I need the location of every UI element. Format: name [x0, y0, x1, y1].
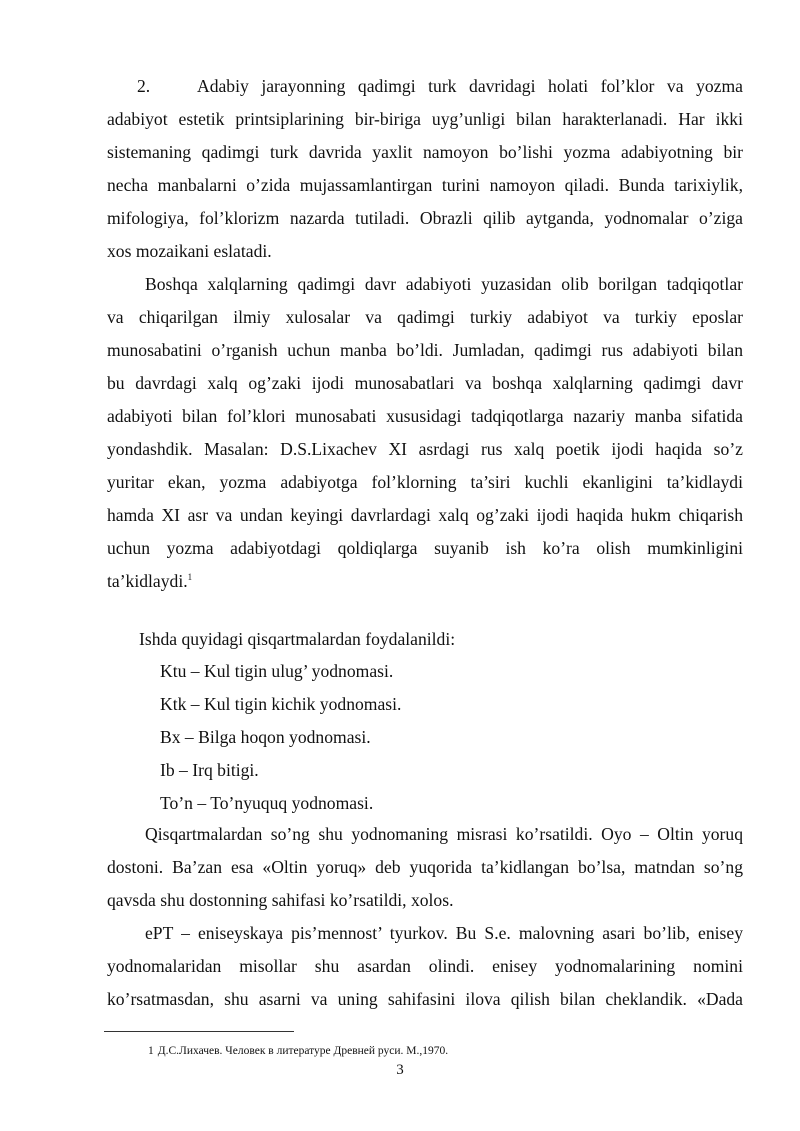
- abbreviation-item: Ktu – Kul tigin ulug’ yodnomasi.: [160, 661, 394, 681]
- footnote-text: Д.С.Лихачев. Человек в литературе Древней руси. М.,1970.: [157, 1045, 449, 1057]
- text-line: yondashdik. Masalan: D.S.Lixachev XI asrdagi rus xalq poetik ijodi haqida so’z: [107, 439, 743, 459]
- text-line: va chiqarilgan ilmiy xulosalar va qadimgi turkiy adabiyot va turkiy eposlar: [107, 307, 743, 327]
- abbreviation-item: To’n – To’nyuquq yodnomasi.: [160, 793, 374, 813]
- abbreviation-item: Ktk – Kul tigin kichik yodnomasi.: [160, 694, 402, 714]
- text-fragment: ta’kidlaydi.: [107, 571, 188, 591]
- text-line: uchun yozma adabiyotdagi qoldiqlarga suyanib ish ko’ra olish mumkinligini: [107, 538, 743, 558]
- abbreviation-item: Bx – Bilga hoqon yodnomasi.: [160, 727, 371, 747]
- text-line: ePT – eniseyskaya pis’mennost’ tyurkov. Bu S.e. malovning asari bo’lib, enisey: [145, 923, 743, 943]
- footnote-separator: [104, 1031, 294, 1032]
- text-line: [107, 571, 192, 591]
- text-line: xos mozaikani eslatadi.: [107, 241, 272, 261]
- abbreviation-item: Ib – Irq bitigi.: [160, 760, 259, 780]
- text-line: yuritar ekan, yozma adabiyotga fol’klorning ta’siri kuchli ekanligini ta’kidlaydi: [107, 472, 743, 492]
- footnote-number: 1: [148, 1045, 154, 1057]
- text-line: hamda XI asr va undan keyingi davrlardagi xalq og’zaki ijodi haqida hukm chiqarish: [107, 505, 743, 525]
- text-line: adabiyoti bilan fol’klori munosabati xususidagi tadqiqotlarga nazariy manba sifatida: [107, 406, 743, 426]
- footnote: [148, 1044, 448, 1058]
- text-line: sistemaning qadimgi turk davrida yaxlit namoyon bo’lishi yozma adabiyotning bir: [107, 142, 743, 162]
- page-number: 3: [396, 1062, 404, 1078]
- text-line: qavsda shu dostonning sahifasi ko’rsatildi, xolos.: [107, 890, 454, 910]
- text-line: Boshqa xalqlarning qadimgi davr adabiyoti yuzasidan olib borilgan tadqiqotlar: [145, 274, 743, 294]
- text-line: mifologiya, fol’klorizm nazarda tutiladi. Obrazli qilib aytganda, yodnomalar o’ziga: [107, 208, 743, 228]
- text-line: Qisqartmalardan so’ng shu yodnomaning misrasi ko’rsatildi. Oyo – Oltin yoruq: [145, 824, 743, 844]
- text-line: adabiyot estetik printsiplarining bir-biriga uyg’unligi bilan harakterlanadi. Har ikki: [107, 109, 743, 129]
- text-line: necha manbalarni o’zida mujassamlantirgan turini namoyon qiladi. Bunda tarixiylik,: [107, 175, 743, 195]
- text-line: bu davrdagi xalq og’zaki ijodi munosabatlari va boshqa xalqlarning qadimgi davr: [107, 373, 743, 393]
- text-line: Adabiy jarayonning qadimgi turk davridagi holati fol’klor va yozma: [197, 76, 743, 96]
- text-line: munosabatini o’rganish uchun manba bo’ldi. Jumladan, qadimgi rus adabiyoti bilan: [107, 340, 743, 360]
- text-line: dostoni. Ba’zan esa «Oltin yoruq» deb yuqorida ta’kidlangan bo’lsa, matndan so’ng: [107, 857, 743, 877]
- text-line: ko’rsatmasdan, shu asarni va uning sahifasini ilova qilish bilan cheklandik. «Dada: [107, 989, 743, 1009]
- list-number: 2.: [137, 76, 151, 96]
- text-line: yodnomalaridan misollar shu asardan olindi. enisey yodnomalarining nomini: [107, 956, 743, 976]
- footnote-reference[interactable]: 1: [187, 572, 193, 582]
- abbreviation-intro: Ishda quyidagi qisqartmalardan foydalanildi:: [139, 629, 456, 649]
